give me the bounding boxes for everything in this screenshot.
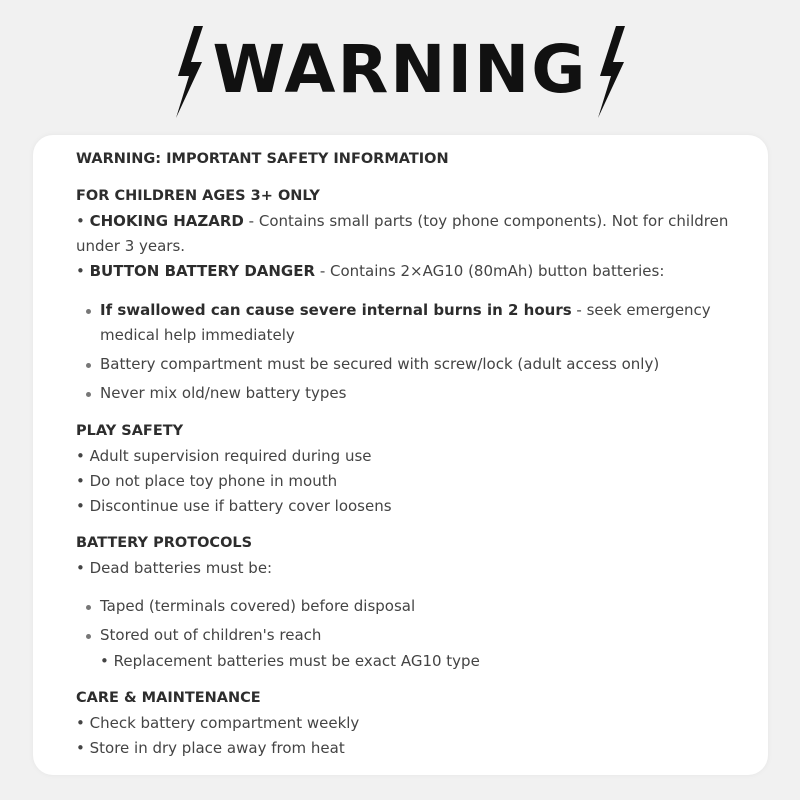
taped-item: [76, 594, 748, 619]
compartment-text: Battery compartment must be secured with screw/lock (adult access only): [100, 355, 660, 373]
bullet-dot: [86, 605, 91, 610]
compartment-item: [76, 352, 748, 377]
play-safety-item: • Discontinue use if battery cover loosens: [76, 497, 392, 515]
bullet-dot: [86, 392, 91, 397]
swallow-warning-item: [76, 298, 748, 348]
mix-batteries-text: Never mix old/new battery types: [100, 384, 347, 402]
play-safety-item: • Adult supervision required during use: [76, 447, 372, 465]
bullet-dot: [86, 363, 91, 368]
swallow-warning-text: - seek emergency medical help immediately: [100, 301, 711, 344]
button-battery-item: • BUTTON BATTERY DANGER - Contains 2×AG10 (80mAh) button batteries:: [76, 262, 665, 280]
warning-banner: [0, 0, 800, 135]
choking-hazard-label: CHOKING HAZARD: [89, 212, 244, 230]
care-item: • Store in dry place away from heat: [76, 739, 345, 757]
safety-info-card: [33, 135, 768, 775]
battery-protocols-heading: BATTERY PROTOCOLS: [76, 535, 253, 551]
bullet-dot: [86, 309, 91, 314]
age-heading: FOR CHILDREN AGES 3+ ONLY: [76, 188, 320, 204]
stored-text: Stored out of children's reach: [100, 626, 322, 644]
button-battery-label: BUTTON BATTERY DANGER: [89, 262, 316, 280]
stored-item: [76, 623, 748, 648]
mix-batteries-item: [76, 381, 748, 406]
play-safety-heading: PLAY SAFETY: [76, 423, 184, 439]
choking-hazard-item: • CHOKING HAZARD - Contains small parts (toy phone components). Not for children under 3 years.: [76, 212, 729, 255]
play-safety-item: • Do not place toy phone in mouth: [76, 472, 338, 490]
bullet-dot: [86, 634, 91, 639]
button-battery-text: - Contains 2×AG10 (80mAh) button batteries:: [315, 262, 665, 280]
warning-headline: WARNING: [212, 31, 588, 108]
replacement-item: • Replacement batteries must be exact AG10 type: [100, 652, 480, 670]
choking-hazard-text: - Contains small parts (toy phone components). Not for children under 3 years.: [76, 212, 729, 255]
care-item: • Check battery compartment weekly: [76, 714, 360, 732]
taped-text: Taped (terminals covered) before disposal: [100, 597, 416, 615]
swallow-warning-label: If swallowed can cause severe internal burns in 2 hours: [100, 301, 572, 319]
lightning-bolt-icon: [594, 26, 630, 118]
safety-info-content: [76, 147, 748, 761]
care-maintenance-heading: CARE & MAINTENANCE: [76, 690, 261, 706]
notice-title: WARNING: IMPORTANT SAFETY INFORMATION: [76, 151, 449, 167]
dead-batteries-intro: • Dead batteries must be:: [76, 559, 273, 577]
